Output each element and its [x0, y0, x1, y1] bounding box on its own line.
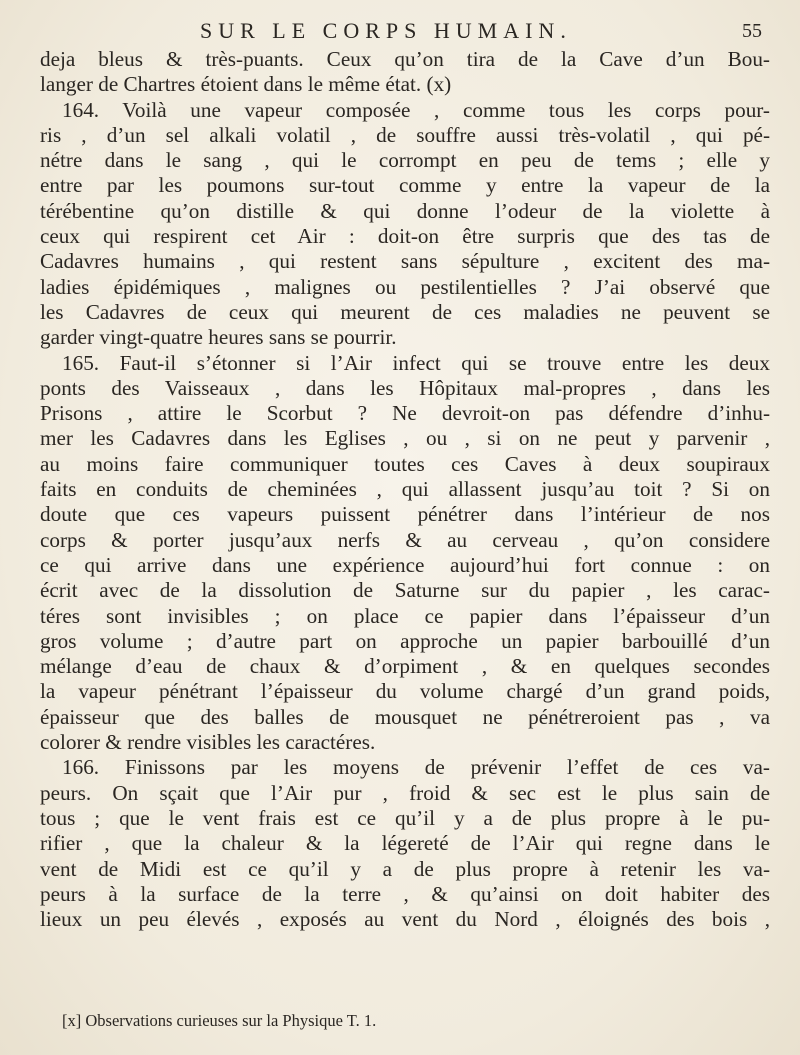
page-number: 55: [742, 20, 762, 42]
text-line: mer les Cadavres dans les Eglises , ou , si on ne peut y parvenir ,: [40, 426, 770, 451]
text-line: rifier , que la chaleur & la légereté de l’Air qui regne dans le: [40, 831, 770, 856]
text-line: 166. Finissons par les moyens de prévenir l’effet de ces va-: [62, 755, 770, 780]
text-line: térébentine qu’on distille & qui donne l’odeur de la violette à: [40, 198, 770, 223]
text-line: écrit avec de la dissolution de Saturne sur du papier , les carac-: [40, 578, 770, 603]
text-line: langer de Chartres étoient dans le même état. (x): [40, 72, 452, 97]
text-line: gros volume ; d’autre part on approche un papier barbouillé d’un: [40, 628, 770, 653]
text-line: colorer & rendre visibles les caractéres.: [40, 730, 376, 755]
text-line: mélange d’eau de chaux & d’orpiment , & en quelques secondes: [40, 654, 770, 679]
text-line: lieux un peu élevés , exposés au vent du Nord , éloignés des bois ,: [40, 907, 770, 932]
text-line: vent de Midi est ce qu’il y a de plus propre à retenir les va-: [40, 856, 770, 881]
text-line: au moins faire communiquer toutes ces Caves à deux soupiraux: [40, 451, 770, 476]
body-text: [40, 47, 770, 932]
paragraph-165: [40, 351, 770, 756]
footnote: [x] Observations curieuses sur la Physique T. 1.: [62, 1011, 377, 1030]
text-line: faits en conduits de cheminées , qui allassent jusqu’au toit ? Si on: [40, 477, 770, 502]
text-line: deja bleus & très-puants. Ceux qu’on tira de la Cave d’un Bou-: [40, 47, 770, 71]
text-line: garder vingt-quatre heures sans se pourrir.: [40, 325, 397, 350]
text-line: Prisons , attire le Scorbut ? Ne devroit-on pas défendre d’inhu-: [40, 401, 770, 426]
text-line: ceux qui respirent cet Air : doit-on être surpris que des tas de: [40, 224, 770, 249]
text-line: ce qui arrive dans une expérience aujourd’hui fort connue : on: [40, 552, 770, 577]
text-line: téres sont invisibles ; on place ce papier dans l’épaisseur d’un: [40, 603, 770, 628]
text-line: 165. Faut-il s’étonner si l’Air infect qui se trouve entre les deux: [62, 350, 770, 375]
text-line: ris , d’un sel alkali volatil , de souffre aussi très-volatil , qui pé-: [40, 122, 770, 147]
text-line: épaisseur que des balles de mousquet ne pénétreroient pas , va: [40, 704, 770, 729]
text-line: la vapeur pénétrant l’épaisseur du volume chargé d’un grand poids,: [40, 679, 770, 704]
running-title: SUR LE CORPS HUMAIN.: [200, 18, 572, 43]
text-line: ladies épidémiques , malignes ou pestilentielles ? J’ai observé que: [40, 274, 770, 299]
text-line: entre par les poumons sur-tout comme y entre la vapeur de la: [40, 173, 770, 198]
text-line: doute que ces vapeurs puissent pénétrer dans l’intérieur de nos: [40, 502, 770, 527]
text-line: les Cadavres de ceux qui meurent de ces maladies ne peuvent se: [40, 299, 770, 324]
running-head: [0, 18, 800, 46]
paragraph-166: [40, 755, 770, 932]
text-line: peurs. On sçait que l’Air pur , froid & sec est le plus sain de: [40, 780, 770, 805]
text-line: 164. Voilà une vapeur composée , comme tous les corps pour-: [62, 97, 770, 122]
text-line: corps & porter jusqu’aux nerfs & au cerveau , qu’on considere: [40, 527, 770, 552]
text-line: peurs à la surface de la terre , & qu’ainsi on doit habiter des: [40, 881, 770, 906]
paragraph-164: [40, 98, 770, 351]
text-line: nétre dans le sang , qui le corrompt en peu de tems ; elle y: [40, 148, 770, 173]
text-line: ponts des Vaisseaux , dans les Hôpitaux mal-propres , dans les: [40, 375, 770, 400]
paragraph-continuation: [40, 47, 770, 98]
text-line: tous ; que le vent frais est ce qu’il y a de plus propre à le pu-: [40, 805, 770, 830]
text-line: Cadavres humains , qui restent sans sépulture , excitent des ma-: [40, 249, 770, 274]
